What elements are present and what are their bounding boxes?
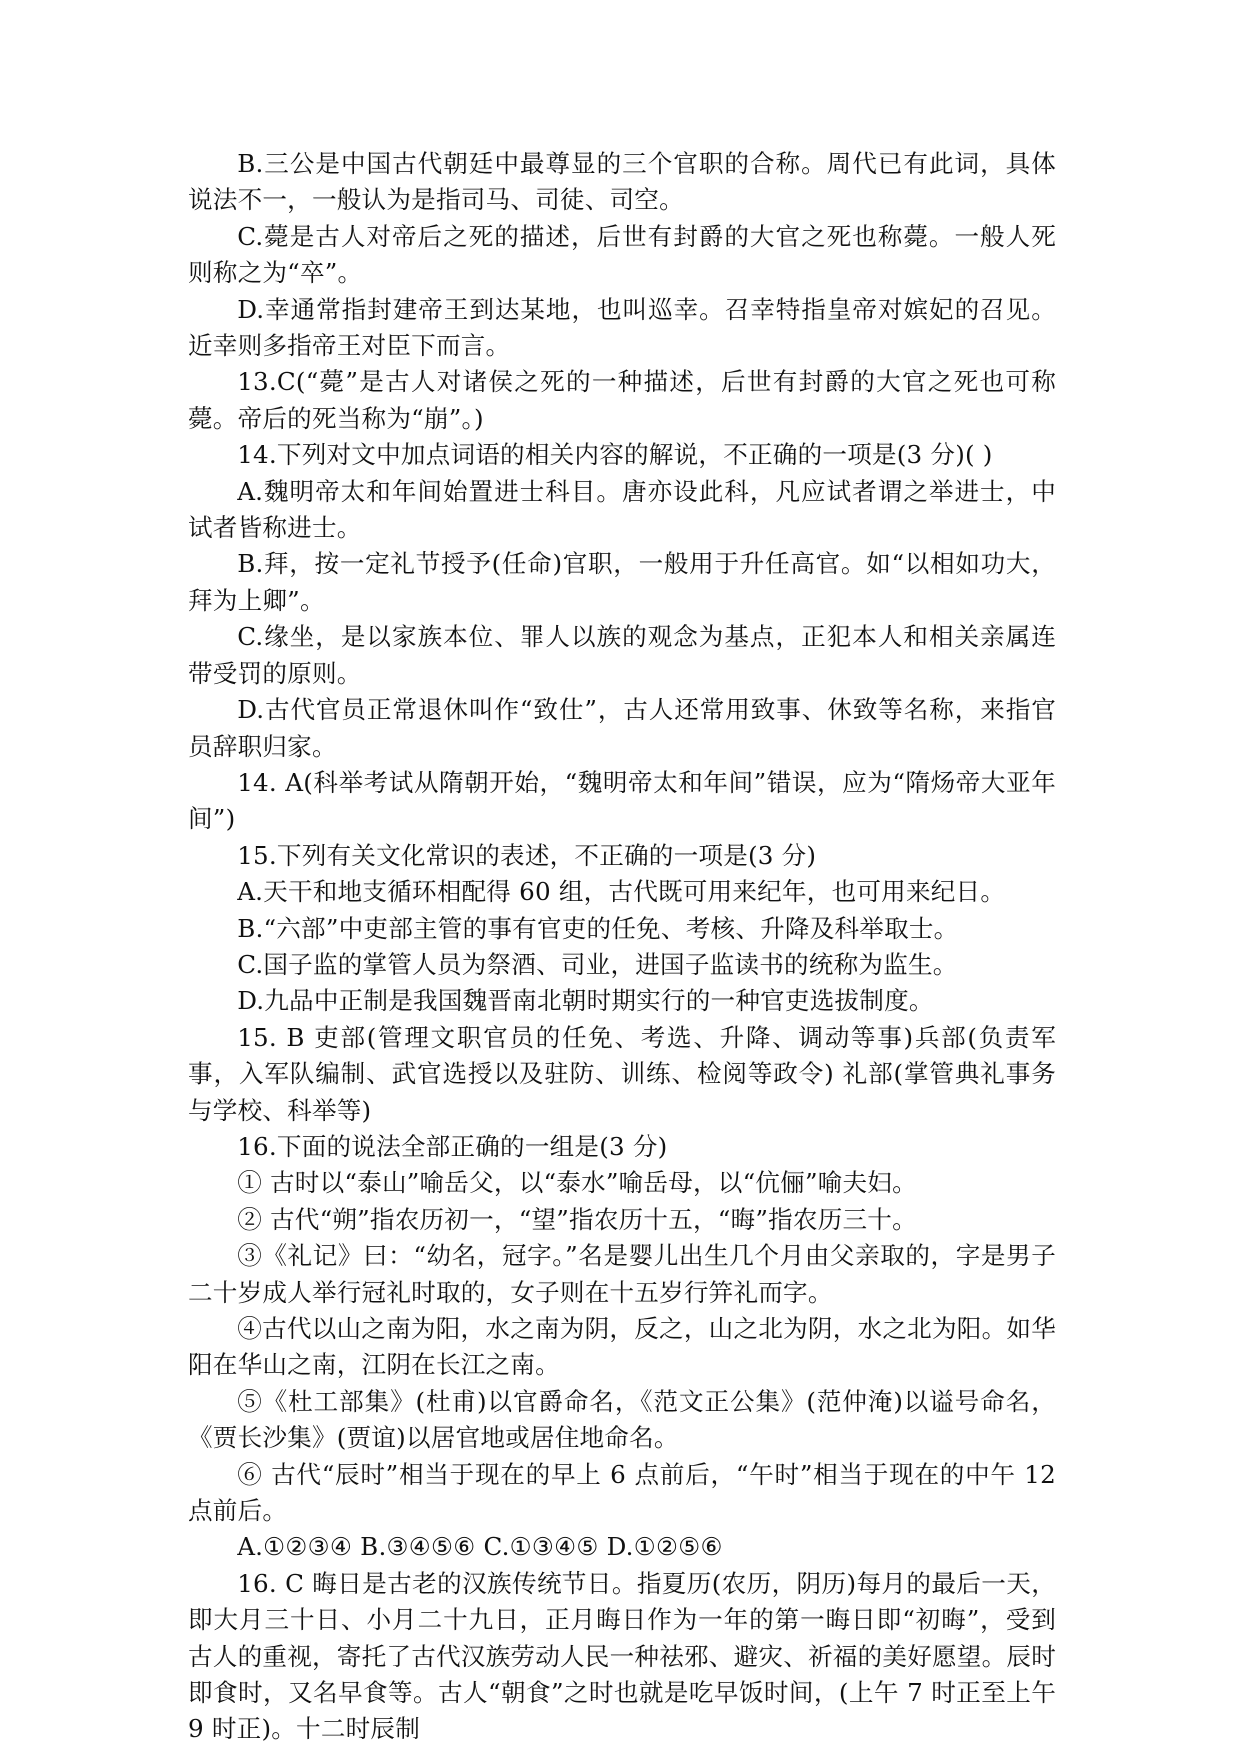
- document-page: [188, 146, 1056, 1748]
- answer-16-paragraph: 16. C 晦日是古老的汉族传统节日。指夏历(农历，阴历)每月的最后一天，即大月三十日、小月二十九日，正月晦日作为一年的第一晦日即“初晦”，受到古人的重视，寄托了古代汉族劳动人民一种祛邪、避灾、祈福的美好愿望。辰时即食时，又名早食等。古人“朝食”之时也就是吃早饭时间，(上午 7 时正至上午 9 时正)。十二时辰制: [188, 1568, 1056, 1744]
- question-16-statement-2: ② 古代“朔”指农历初一，“望”指农历十五，“晦”指农历三十。: [237, 1204, 917, 1234]
- question-16-statement-4: ④古代以山之南为阳，水之南为阴，反之，山之北为阴，水之北为阳。如华阳在华山之南，江阴在长江之南。: [188, 1314, 1056, 1380]
- question-16-statement-3: ③《礼记》曰：“幼名，冠字。”名是婴儿出生几个月由父亲取的，字是男子二十岁成人举行冠礼时取的，女子则在十五岁行笄礼而字。: [188, 1241, 1056, 1307]
- answer-14-paragraph: 14. A(科举考试从隋朝开始，“魏明帝太和年间”错误，应为“隋炀帝大亚年间”): [188, 767, 1056, 834]
- option-b-paragraph: B.三公是中国古代朝廷中最尊显的三个官职的合称。周代已有此词，具体说法不一，一般认为是指司马、司徒、司空。: [188, 149, 1056, 215]
- question-15-option-a: A.天干和地支循环相配得 60 组，古代既可用来纪年，也可用来纪日。: [237, 877, 1006, 907]
- question-16-statement-5: ⑤《杜工部集》(杜甫)以官爵命名，《范文正公集》(范仲淹)以谥号命名，《贾长沙集》(贾谊)以居官地或居住地命名。: [188, 1386, 1056, 1453]
- answer-13-paragraph: 13.C(“薨”是古人对诸侯之死的一种描述，后世有封爵的大官之死也可称薨。帝后的死当称为“崩”。): [188, 367, 1056, 433]
- question-15-option-d: D.九品中正制是我国魏晋南北朝时期实行的一种官吏选拔制度。: [237, 986, 934, 1016]
- question-14-paragraph: 14.下列对文中加点词语的相关内容的解说，不正确的一项是(3 分)( ): [237, 440, 993, 470]
- question-15-option-b: B.“六部”中吏部主管的事有官吏的任免、考核、升降及科举取士。: [237, 913, 959, 943]
- question-16-statement-6: ⑥ 古代“辰时”相当于现在的早上 6 点前后，“午时”相当于现在的中午 12 点前后。: [188, 1459, 1056, 1526]
- option-d-paragraph: D.幸通常指封建帝王到达某地，也叫巡幸。召幸特指皇帝对嫔妃的召见。近幸则多指帝王对臣下而言。: [188, 294, 1056, 361]
- question-14-option-c: C.缘坐，是以家族本位、罪人以族的观念为基点，正犯本人和相关亲属连带受罚的原则。: [188, 622, 1056, 688]
- question-16-choices: A.①②③④ B.③④⑤⑥ C.①③④⑤ D.①②⑤⑥: [237, 1532, 723, 1562]
- answer-15-paragraph: 15. B 吏部(管理文职官员的任免、考选、升降、调动等事)兵部(负责军事，入军队编制、武官选授以及驻防、训练、检阅等政令) 礼部(掌管典礼事务与学校、科举等): [188, 1022, 1056, 1125]
- question-14-option-b: B.拜，按一定礼节授予(任命)官职，一般用于升任高官。如“以相如功大，拜为上卿”。: [188, 549, 1056, 615]
- option-c-paragraph: C.薨是古人对帝后之死的描述，后世有封爵的大官之死也称薨。一般人死则称之为“卒”。: [188, 221, 1056, 288]
- question-15-paragraph: 15.下列有关文化常识的表述，不正确的一项是(3 分): [237, 840, 817, 870]
- question-15-option-c: C.国子监的掌管人员为祭酒、司业，进国子监读书的统称为监生。: [237, 949, 958, 979]
- question-16-paragraph: 16.下面的说法全部正确的一组是(3 分): [237, 1131, 668, 1161]
- question-16-statement-1: ① 古时以“泰山”喻岳父，以“泰水”喻岳母，以“伉俪”喻夫妇。: [237, 1168, 917, 1198]
- question-14-option-d: D.古代官员正常退休叫作“致仕”，古人还常用致事、休致等名称，来指官员辞职归家。: [188, 695, 1056, 761]
- question-14-option-a: A.魏明帝太和年间始置进士科目。唐亦设此科，凡应试者谓之举进士，中试者皆称进士。: [188, 476, 1056, 543]
